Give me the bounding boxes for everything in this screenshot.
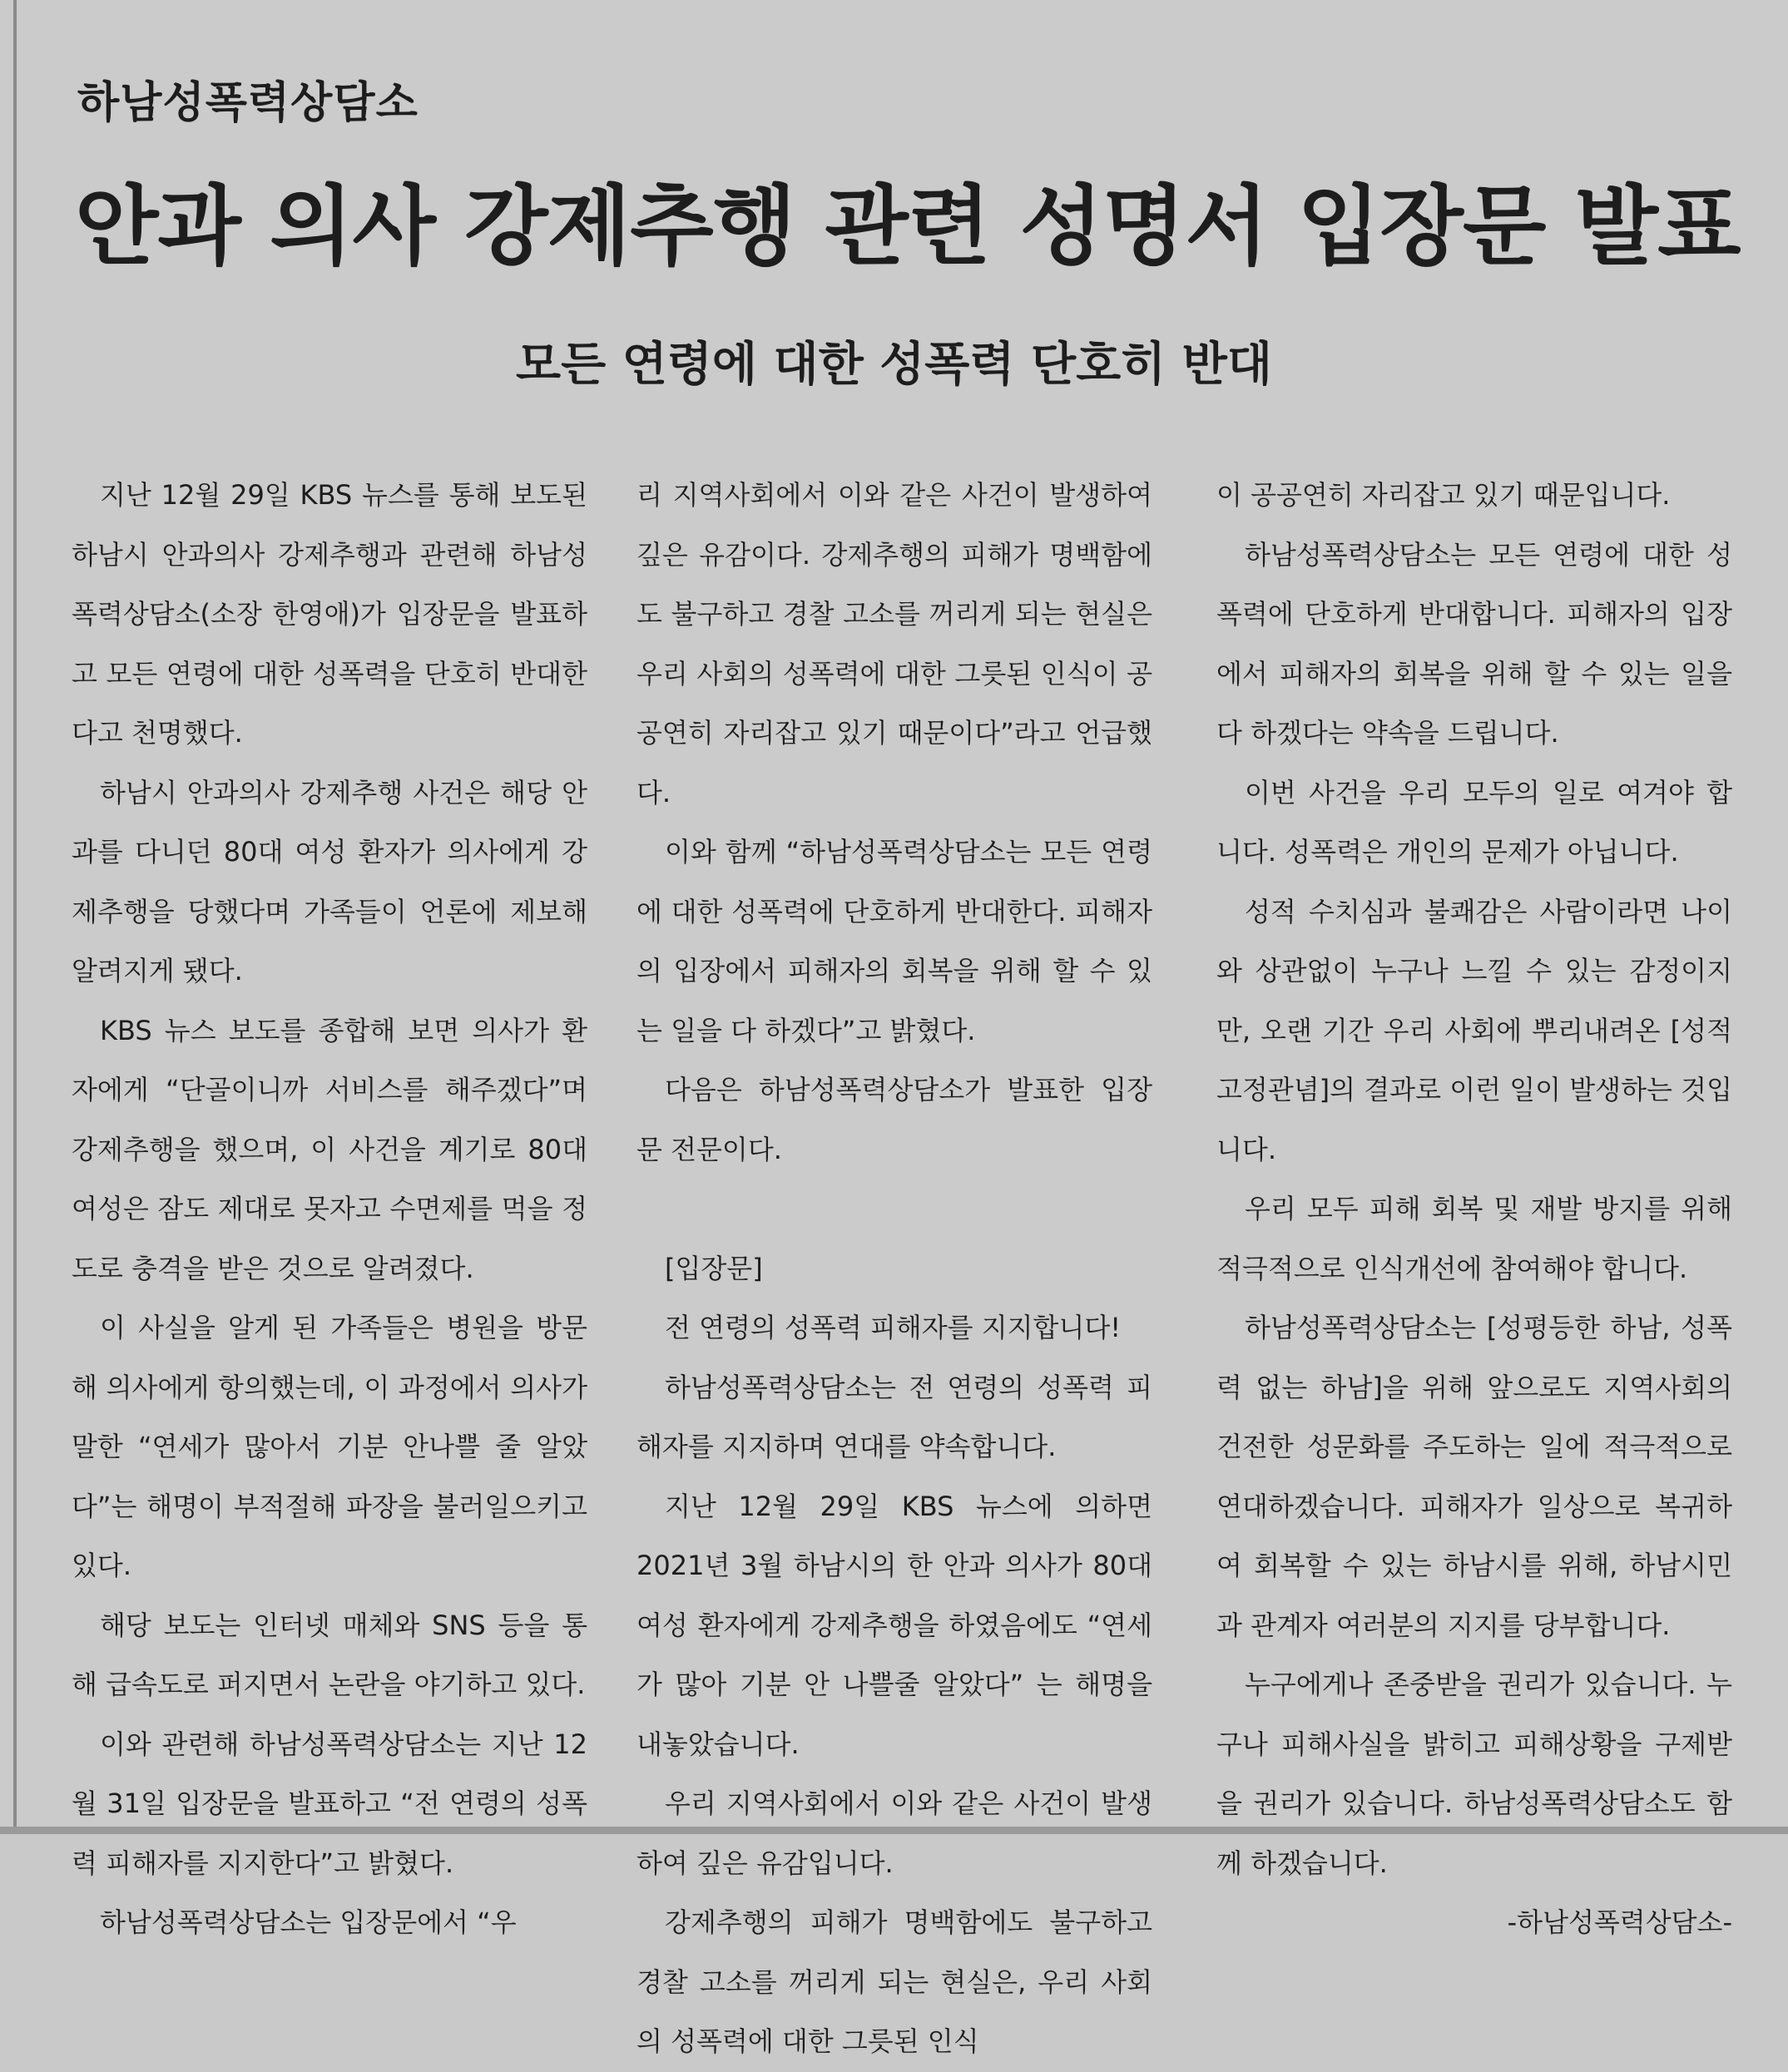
- body-paragraph: 다음은 하남성폭력상담소가 발표한 입장문 전문이다.: [636, 1074, 1152, 1165]
- article-column-2: [636, 466, 1152, 2072]
- body-paragraph: 성적 수치심과 불쾌감은 사람이라면 나이와 상관없이 누구나 느낄 수 있는 감정이지만, 오랜 기간 우리 사회에 뿌리내려온 [성적 고정관념]의 결과로 이런 일이 발생하는 것입니다.: [1216, 895, 1732, 1165]
- article-headline: 안과 의사 강제추행 관련 성명서 입장문 발표: [75, 176, 1741, 277]
- body-paragraph: 이와 함께 “하남성폭력상담소는 모든 연령에 대한 성폭력에 단호하게 반대한다. 피해자의 입장에서 피해자의 회복을 위해 할 수 있는 일을 다 하겠다”고 밝혔다.: [636, 836, 1152, 1046]
- body-paragraph: 누구에게나 존중받을 권리가 있습니다. 누구나 피해사실을 밝히고 피해상황을 구제받을 권리가 있습니다. 하남성폭력상담소도 함께 하겠습니다.: [1216, 1669, 1732, 1879]
- article-column-1: [72, 466, 587, 1953]
- article-subheadline: 모든 연령에 대한 성폭력 단호히 반대: [516, 337, 1272, 392]
- body-paragraph: 하남성폭력상담소는 모든 연령에 대한 성폭력에 단호하게 반대합니다. 피해자의 입장에서 피해자의 회복을 위해 할 수 있는 일을 다 하겠다는 약속을 드립니다.: [1216, 538, 1732, 749]
- statement-title: 전 연령의 성폭력 피해자를 지지합니다!: [665, 1312, 1122, 1343]
- body-paragraph: 하남시 안과의사 강제추행 사건은 해당 안과를 다니던 80대 여성 환자가 의사에게 강제추행을 당했다며 가족들이 언론에 제보해 알려지게 됐다.: [72, 776, 587, 987]
- body-paragraph: 지난 12월 29일 KBS 뉴스에 의하면 2021년 3월 하남시의 한 안과 의사가 80대 여성 환자에게 강제추행을 하였음에도 “연세가 많아 기분 안 나쁠줄 알았다” 는 해명을 내놓았습니다.: [636, 1490, 1152, 1760]
- body-paragraph: 이와 관련해 하남성폭력상담소는 지난 12월 31일 입장문을 발표하고 “전 연령의 성폭력 피해자를 지지한다”고 밝혔다.: [72, 1728, 587, 1879]
- body-paragraph: 이 사실을 알게 된 가족들은 병원을 방문해 의사에게 항의했는데, 이 과정에서 의사가 말한 “연세가 많아서 기분 안나쁠 줄 알았다”는 해명이 부적절해 파장을 불러일으키고 있다.: [72, 1312, 587, 1581]
- body-paragraph: KBS 뉴스 보도를 종합해 보면 의사가 환자에게 “단골이니까 서비스를 해주겠다”며 강제추행을 했으며, 이 사건을 계기로 80대 여성은 잠도 제대로 못자고 수면제를 먹을 정도로 충격을 받은 것으로 알려졌다.: [72, 1014, 587, 1284]
- body-paragraph: 해당 보도는 인터넷 매체와 SNS 등을 통해 급속도로 퍼지면서 논란을 야기하고 있다.: [72, 1609, 587, 1700]
- body-paragraph: 리 지역사회에서 이와 같은 사건이 발생하여 깊은 유감이다. 강제추행의 피해가 명백함에도 불구하고 경찰 고소를 꺼리게 되는 현실은 우리 사회의 성폭력에 대한 그릇된 인식이 공공연히 자리잡고 있기 때문이다”라고 언급했다.: [636, 479, 1152, 809]
- statement-heading: [입장문]: [665, 1252, 763, 1284]
- article-source: 하남성폭력상담소: [77, 78, 419, 128]
- body-paragraph: 강제추행의 피해가 명백함에도 불구하고 경찰 고소를 꺼리게 되는 현실은, 우리 사회의 성폭력에 대한 그릇된 인식: [636, 1906, 1152, 2057]
- body-paragraph: 하남성폭력상담소는 [성평등한 하남, 성폭력 없는 하남]을 위해 앞으로도 지역사회의 건전한 성문화를 주도하는 일에 적극적으로 연대하겠습니다. 피해자가 일상으로 복귀하여 회복할 수 있는 하남시를 위해, 하남시민과 관계자 여러분의 지지를 당부합니다.: [1216, 1312, 1732, 1641]
- article-column-3: [1216, 466, 1732, 1953]
- body-paragraph: 이번 사건을 우리 모두의 일로 여겨야 합니다. 성폭력은 개인의 문제가 아닙니다.: [1216, 776, 1732, 868]
- body-paragraph: 하남성폭력상담소는 전 연령의 성폭력 피해자를 지지하며 연대를 약속합니다.: [636, 1371, 1152, 1462]
- body-paragraph: 이 공공연히 자리잡고 있기 때문입니다.: [1216, 479, 1671, 511]
- body-paragraph: 우리 모두 피해 회복 및 재발 방지를 위해 적극적으로 인식개선에 참여해야 합니다.: [1216, 1193, 1732, 1284]
- signature: -하남성폭력상담소-: [1507, 1906, 1732, 1938]
- body-paragraph: 하남성폭력상담소는 입장문에서 “우: [100, 1906, 517, 1938]
- body-paragraph: 지난 12월 29일 KBS 뉴스를 통해 보도된 하남시 안과의사 강제추행과 관련해 하남성폭력상담소(소장 한영애)가 입장문을 발표하고 모든 연령에 대한 성폭력을 단호히 반대한다고 천명했다.: [72, 479, 587, 749]
- body-paragraph: 우리 지역사회에서 이와 같은 사건이 발생하여 깊은 유감입니다.: [636, 1788, 1152, 1879]
- clipping-edge-left: [13, 0, 17, 1834]
